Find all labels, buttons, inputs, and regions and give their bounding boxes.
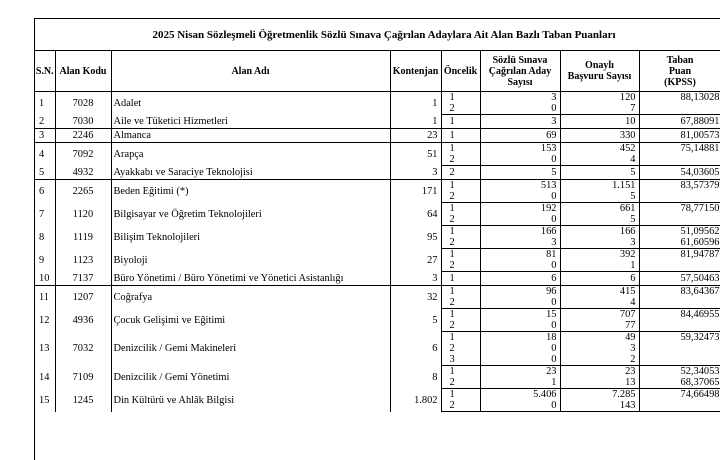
cell-sozlu-aday: 153 [480,143,560,155]
cell-kontenjan: 95 [390,226,441,249]
cell-oncelik: 1 [441,332,480,344]
header-taban-puan [639,51,720,92]
cell-sn: 11 [35,286,55,309]
cell-sozlu-aday: 18 [480,332,560,344]
cell-kontenjan: 1 [390,92,441,115]
cell-sozlu-aday: 0 [480,154,560,166]
cell-sozlu-aday: 6 [480,272,560,286]
header-taban-line-2: Puan [640,66,720,77]
table-body [35,92,720,412]
cell-alan-adi: Denizcilik / Gemi Makineleri [111,332,390,366]
cell-sn: 7 [35,203,55,226]
cell-taban-puan: 68,37065 [639,377,720,389]
cell-kontenjan: 64 [390,203,441,226]
cell-taban-puan: 57,50463 [639,272,720,286]
cell-alan-kodu: 4936 [55,309,111,332]
table-row [35,249,720,261]
cell-sozlu-aday: 0 [480,354,560,366]
table-row [35,366,720,378]
cell-alan-adi: Bilgisayar ve Öğretim Teknolojileri [111,203,390,226]
cell-sozlu-aday: 513 [480,180,560,192]
table-row [35,309,720,321]
cell-sn: 6 [35,180,55,203]
cell-taban-puan [639,320,720,332]
cell-sozlu-aday: 69 [480,129,560,143]
cell-taban-puan: 59,32473 [639,332,720,344]
cell-alan-adi: Biyoloji [111,249,390,272]
cell-sozlu-aday: 5.406 [480,389,560,401]
cell-alan-adi: Aile ve Tüketici Hizmetleri [111,115,390,129]
cell-sn: 2 [35,115,55,129]
cell-sn: 13 [35,332,55,366]
header-onayli-basvuru [560,51,639,92]
cell-onayli-basvuru: 77 [560,320,639,332]
document-title: 2025 Nisan Sözleşmeli Öğretmenlik Sözlü Sınava Çağrılan Adaylara Ait Alan Bazlı Taban Puanları [35,19,720,51]
results-document [34,18,720,460]
cell-kontenjan: 32 [390,286,441,309]
cell-oncelik: 1 [441,226,480,238]
cell-oncelik: 2 [441,103,480,115]
cell-kontenjan: 23 [390,129,441,143]
cell-sozlu-aday: 166 [480,226,560,238]
cell-onayli-basvuru: 1.151 [560,180,639,192]
cell-kontenjan: 3 [390,272,441,286]
cell-alan-adi: Arapça [111,143,390,166]
cell-sozlu-aday: 0 [480,191,560,203]
cell-oncelik: 1 [441,272,480,286]
header-sozlu-line-2: Çağrılan Aday [481,66,560,77]
header-alan-adi: Alan Adı [111,51,390,92]
cell-alan-adi: Ayakkabı ve Saraciye Teknolojisi [111,166,390,180]
cell-kontenjan: 5 [390,309,441,332]
cell-onayli-basvuru: 49 [560,332,639,344]
cell-oncelik: 1 [441,249,480,261]
header-oncelik: Öncelik [441,51,480,92]
cell-oncelik: 2 [441,343,480,354]
cell-sozlu-aday: 3 [480,115,560,129]
cell-alan-adi: Büro Yönetimi / Büro Yönetimi ve Yönetici Asistanlığı [111,272,390,286]
cell-alan-kodu: 7032 [55,332,111,366]
header-sozlu-line-1: Sözlü Sınava [481,55,560,66]
cell-taban-puan: 88,13028 [639,92,720,104]
cell-taban-puan: 52,34053 [639,366,720,378]
cell-sozlu-aday: 0 [480,214,560,226]
cell-kontenjan: 27 [390,249,441,272]
cell-onayli-basvuru: 23 [560,366,639,378]
cell-onayli-basvuru: 707 [560,309,639,321]
cell-oncelik: 1 [441,309,480,321]
cell-onayli-basvuru: 5 [560,214,639,226]
cell-taban-puan [639,191,720,203]
cell-alan-adi: Denizcilik / Gemi Yönetimi [111,366,390,389]
header-sozlu-line-3: Sayısı [481,77,560,88]
cell-kontenjan: 6 [390,332,441,366]
cell-oncelik: 2 [441,260,480,272]
cell-alan-kodu: 7028 [55,92,111,115]
cell-kontenjan: 1.802 [390,389,441,412]
cell-onayli-basvuru: 415 [560,286,639,298]
cell-onayli-basvuru: 1 [560,260,639,272]
header-kontenjan: Kontenjan [390,51,441,92]
cell-alan-adi: Almanca [111,129,390,143]
cell-sn: 15 [35,389,55,412]
cell-onayli-basvuru: 10 [560,115,639,129]
cell-taban-puan: 51,09562 [639,226,720,238]
cell-oncelik: 2 [441,166,480,180]
cell-taban-puan: 61,60596 [639,237,720,249]
cell-taban-puan: 54,03605 [639,166,720,180]
cell-onayli-basvuru: 2 [560,354,639,366]
cell-taban-puan: 81,94787 [639,249,720,261]
cell-taban-puan [639,400,720,412]
cell-sozlu-aday: 15 [480,309,560,321]
cell-sozlu-aday: 0 [480,400,560,412]
cell-taban-puan [639,154,720,166]
cell-oncelik: 2 [441,377,480,389]
cell-onayli-basvuru: 5 [560,191,639,203]
cell-taban-puan: 81,00573 [639,129,720,143]
cell-sozlu-aday: 23 [480,366,560,378]
cell-onayli-basvuru: 452 [560,143,639,155]
header-alan-kodu: Alan Kodu [55,51,111,92]
cell-sn: 3 [35,129,55,143]
cell-onayli-basvuru: 7.285 [560,389,639,401]
cell-alan-adi: Din Kültürü ve Ahlâk Bilgisi [111,389,390,412]
cell-oncelik: 1 [441,180,480,192]
cell-oncelik: 1 [441,203,480,215]
cell-onayli-basvuru: 7 [560,103,639,115]
cell-sozlu-aday: 192 [480,203,560,215]
cell-oncelik: 1 [441,129,480,143]
cell-sn: 9 [35,249,55,272]
cell-taban-puan [639,297,720,309]
cell-onayli-basvuru: 5 [560,166,639,180]
cell-sn: 14 [35,366,55,389]
cell-alan-adi: Coğrafya [111,286,390,309]
cell-sozlu-aday: 0 [480,343,560,354]
cell-sozlu-aday: 3 [480,237,560,249]
cell-alan-kodu: 1207 [55,286,111,309]
cell-sozlu-aday: 81 [480,249,560,261]
cell-alan-adi: Bilişim Teknolojileri [111,226,390,249]
cell-taban-puan: 84,46955 [639,309,720,321]
cell-onayli-basvuru: 143 [560,400,639,412]
cell-sn: 5 [35,166,55,180]
cell-oncelik: 1 [441,366,480,378]
cell-oncelik: 1 [441,92,480,104]
cell-onayli-basvuru: 4 [560,297,639,309]
cell-sn: 8 [35,226,55,249]
table-row [35,115,720,129]
cell-taban-puan [639,103,720,115]
cell-oncelik: 2 [441,214,480,226]
cell-taban-puan: 83,64367 [639,286,720,298]
scores-table [35,51,720,412]
table-row [35,92,720,104]
header-sozlu-cagrilan [480,51,560,92]
cell-onayli-basvuru: 330 [560,129,639,143]
cell-oncelik: 2 [441,154,480,166]
cell-onayli-basvuru: 392 [560,249,639,261]
table-row [35,286,720,298]
table-row [35,203,720,215]
cell-kontenjan: 171 [390,180,441,203]
cell-onayli-basvuru: 6 [560,272,639,286]
cell-onayli-basvuru: 166 [560,226,639,238]
cell-alan-adi: Beden Eğitimi (*) [111,180,390,203]
cell-alan-kodu: 1245 [55,389,111,412]
cell-sn: 1 [35,92,55,115]
cell-oncelik: 1 [441,115,480,129]
cell-oncelik: 2 [441,400,480,412]
cell-onayli-basvuru: 3 [560,343,639,354]
cell-sozlu-aday: 0 [480,320,560,332]
cell-alan-kodu: 2246 [55,129,111,143]
header-sn: S.N. [35,51,55,92]
cell-oncelik: 2 [441,191,480,203]
cell-taban-puan [639,214,720,226]
cell-sozlu-aday: 96 [480,286,560,298]
cell-sozlu-aday: 0 [480,103,560,115]
header-onayli-line-2: Başvuru Sayısı [561,71,639,82]
cell-sozlu-aday: 1 [480,377,560,389]
cell-onayli-basvuru: 3 [560,237,639,249]
cell-onayli-basvuru: 13 [560,377,639,389]
table-row [35,272,720,286]
cell-sozlu-aday: 3 [480,92,560,104]
cell-taban-puan: 83,57379 [639,180,720,192]
cell-taban-puan: 74,66498 [639,389,720,401]
table-row [35,180,720,192]
cell-taban-puan: 67,88091 [639,115,720,129]
cell-alan-kodu: 1119 [55,226,111,249]
cell-taban-puan [639,354,720,366]
table-header [35,51,720,92]
table-row [35,143,720,155]
cell-kontenjan: 8 [390,366,441,389]
cell-sozlu-aday: 0 [480,297,560,309]
header-taban-line-1: Taban [640,55,720,66]
cell-taban-puan: 78,77150 [639,203,720,215]
cell-kontenjan: 3 [390,166,441,180]
cell-sozlu-aday: 0 [480,260,560,272]
cell-oncelik: 2 [441,297,480,309]
cell-taban-puan [639,343,720,354]
cell-kontenjan: 1 [390,115,441,129]
cell-oncelik: 1 [441,389,480,401]
cell-kontenjan: 51 [390,143,441,166]
cell-alan-kodu: 7092 [55,143,111,166]
cell-sn: 4 [35,143,55,166]
cell-oncelik: 2 [441,320,480,332]
cell-oncelik: 1 [441,143,480,155]
cell-alan-kodu: 7030 [55,115,111,129]
table-row [35,389,720,401]
cell-alan-kodu: 4932 [55,166,111,180]
table-row [35,166,720,180]
cell-onayli-basvuru: 4 [560,154,639,166]
cell-onayli-basvuru: 661 [560,203,639,215]
header-onayli-line-1: Onaylı [561,60,639,71]
cell-taban-puan [639,260,720,272]
cell-alan-kodu: 2265 [55,180,111,203]
cell-alan-kodu: 7109 [55,366,111,389]
cell-sozlu-aday: 5 [480,166,560,180]
table-row [35,226,720,238]
header-taban-line-3: (KPSS) [640,77,720,88]
cell-alan-adi: Adalet [111,92,390,115]
cell-onayli-basvuru: 120 [560,92,639,104]
cell-taban-puan: 75,14881 [639,143,720,155]
cell-oncelik: 3 [441,354,480,366]
cell-alan-kodu: 7137 [55,272,111,286]
cell-alan-adi: Çocuk Gelişimi ve Eğitimi [111,309,390,332]
cell-alan-kodu: 1120 [55,203,111,226]
cell-sn: 10 [35,272,55,286]
table-row [35,332,720,344]
table-row [35,129,720,143]
cell-alan-kodu: 1123 [55,249,111,272]
cell-oncelik: 1 [441,286,480,298]
cell-oncelik: 2 [441,237,480,249]
cell-sn: 12 [35,309,55,332]
